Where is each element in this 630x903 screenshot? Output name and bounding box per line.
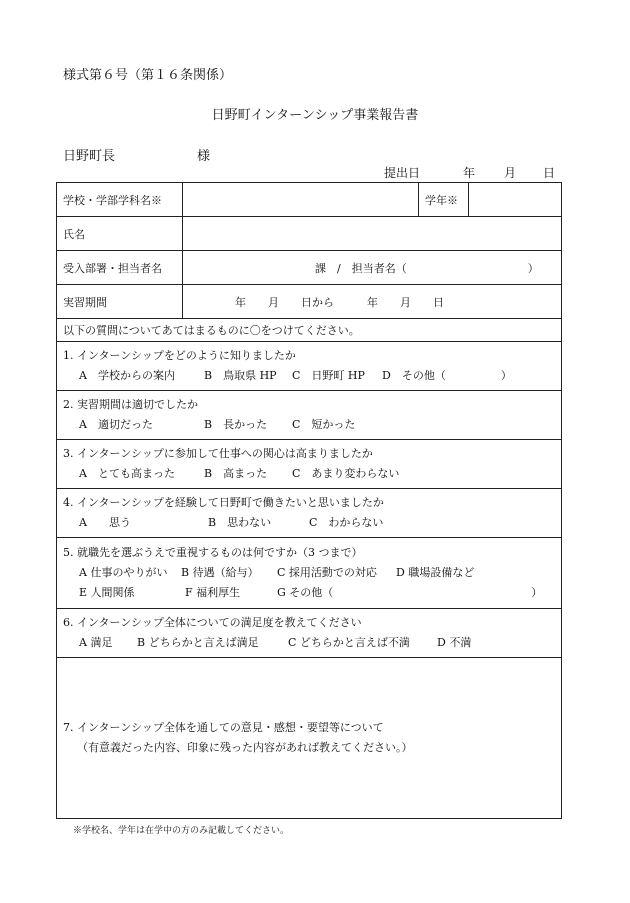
- q5-option-a[interactable]: A 仕事のやりがい: [79, 566, 168, 579]
- q6-option-a[interactable]: A 満足: [79, 636, 113, 649]
- instruction: 以下の質問についてあてはまるものに〇をつけてください。: [57, 319, 562, 342]
- submit-day-label: 日: [543, 166, 556, 180]
- q3-option-b[interactable]: B 高まった: [204, 467, 268, 480]
- q3-option-a[interactable]: A とても高まった: [79, 467, 175, 480]
- question-6: [57, 609, 562, 658]
- submit-year-label: 年: [463, 166, 476, 180]
- q2-option-c[interactable]: C 短かった: [292, 418, 356, 431]
- q4-option-c[interactable]: C わからない: [309, 516, 384, 529]
- dept-field[interactable]: [183, 251, 562, 285]
- period-label: 実習期間: [57, 285, 183, 319]
- q6-option-d[interactable]: D 不満: [437, 636, 472, 649]
- dept-value: 課 / 担当者名（ ）: [315, 261, 539, 275]
- honorific: 様: [197, 149, 211, 164]
- report-form-table: [56, 182, 562, 819]
- question-1: [57, 342, 562, 391]
- footnote: ※学校名、学年は在学中の方のみ記載してください。: [73, 826, 290, 836]
- q1-option-c[interactable]: C 日野町 HP: [292, 369, 365, 382]
- school-label: 学校・学部学科名※: [57, 183, 183, 217]
- q5-option-c[interactable]: C 採用活動での対応: [277, 566, 377, 579]
- q2-option-b[interactable]: B 長かった: [204, 418, 268, 431]
- q2-option-a[interactable]: A 適切だった: [79, 418, 153, 431]
- question-4: [57, 489, 562, 538]
- q5-option-e[interactable]: E 人間関係: [79, 586, 135, 599]
- question-5-title: 5. 就職先を選ぶうえで重視するものは何ですか（3 つまで）: [63, 546, 363, 559]
- document-title: 日野町インターンシップ事業報告書: [211, 108, 419, 123]
- grade-label: 学年※: [419, 183, 469, 217]
- dept-label: 受入部署・担当者名: [57, 251, 183, 285]
- question-6-title: 6. インターンシップ全体についての満足度を教えてください: [63, 616, 362, 629]
- q1-option-b[interactable]: B 鳥取県 HP: [204, 369, 277, 382]
- q6-option-b[interactable]: B どちらかと言えば満足: [137, 636, 259, 649]
- question-5: [57, 538, 562, 609]
- q1-option-d[interactable]: D その他（ ）: [382, 369, 512, 382]
- submit-date-label: 提出日: [384, 166, 421, 180]
- submit-month-label: 月: [504, 166, 517, 180]
- question-7-title: 7. インターンシップ全体を通しての意見・感想・要望等について: [63, 721, 384, 734]
- addressee: 日野町長: [63, 149, 116, 164]
- name-label: 氏名: [57, 217, 183, 251]
- q4-option-b[interactable]: B 思わない: [208, 516, 272, 529]
- question-7-note: （有意義だった内容、印象に残った内容があれば教えてください。）: [77, 741, 413, 754]
- q5-option-d[interactable]: D 職場設備など: [396, 566, 475, 579]
- q1-option-a[interactable]: A 学校からの案内: [79, 369, 175, 382]
- q5-option-g[interactable]: G その他（ ）: [277, 586, 543, 599]
- question-2-title: 2. 実習期間は適切でしたか: [63, 398, 198, 411]
- period-value: 年 月 日から 年 月 日: [235, 295, 444, 309]
- name-field[interactable]: [183, 217, 562, 251]
- period-field[interactable]: [183, 285, 562, 319]
- question-2: [57, 391, 562, 440]
- school-field[interactable]: [183, 183, 419, 217]
- q6-option-c[interactable]: C どちらかと言えば不満: [288, 636, 410, 649]
- question-3-title: 3. インターンシップに参加して仕事への関心は高まりましたか: [63, 447, 373, 460]
- q4-option-a[interactable]: A 思う: [79, 516, 131, 529]
- q3-option-c[interactable]: C あまり変わらない: [292, 467, 400, 480]
- form-number: 様式第６号（第１６条関係）: [63, 68, 233, 83]
- question-1-title: 1. インターンシップをどのように知りましたか: [63, 349, 296, 362]
- q5-option-f[interactable]: F 福利厚生: [185, 586, 241, 599]
- question-7[interactable]: [57, 658, 562, 819]
- q5-option-b[interactable]: B 待遇（給与）: [181, 566, 259, 579]
- grade-field[interactable]: [469, 183, 562, 217]
- question-4-title: 4. インターンシップを経験して日野町で働きたいと思いましたか: [63, 496, 384, 509]
- question-3: [57, 440, 562, 489]
